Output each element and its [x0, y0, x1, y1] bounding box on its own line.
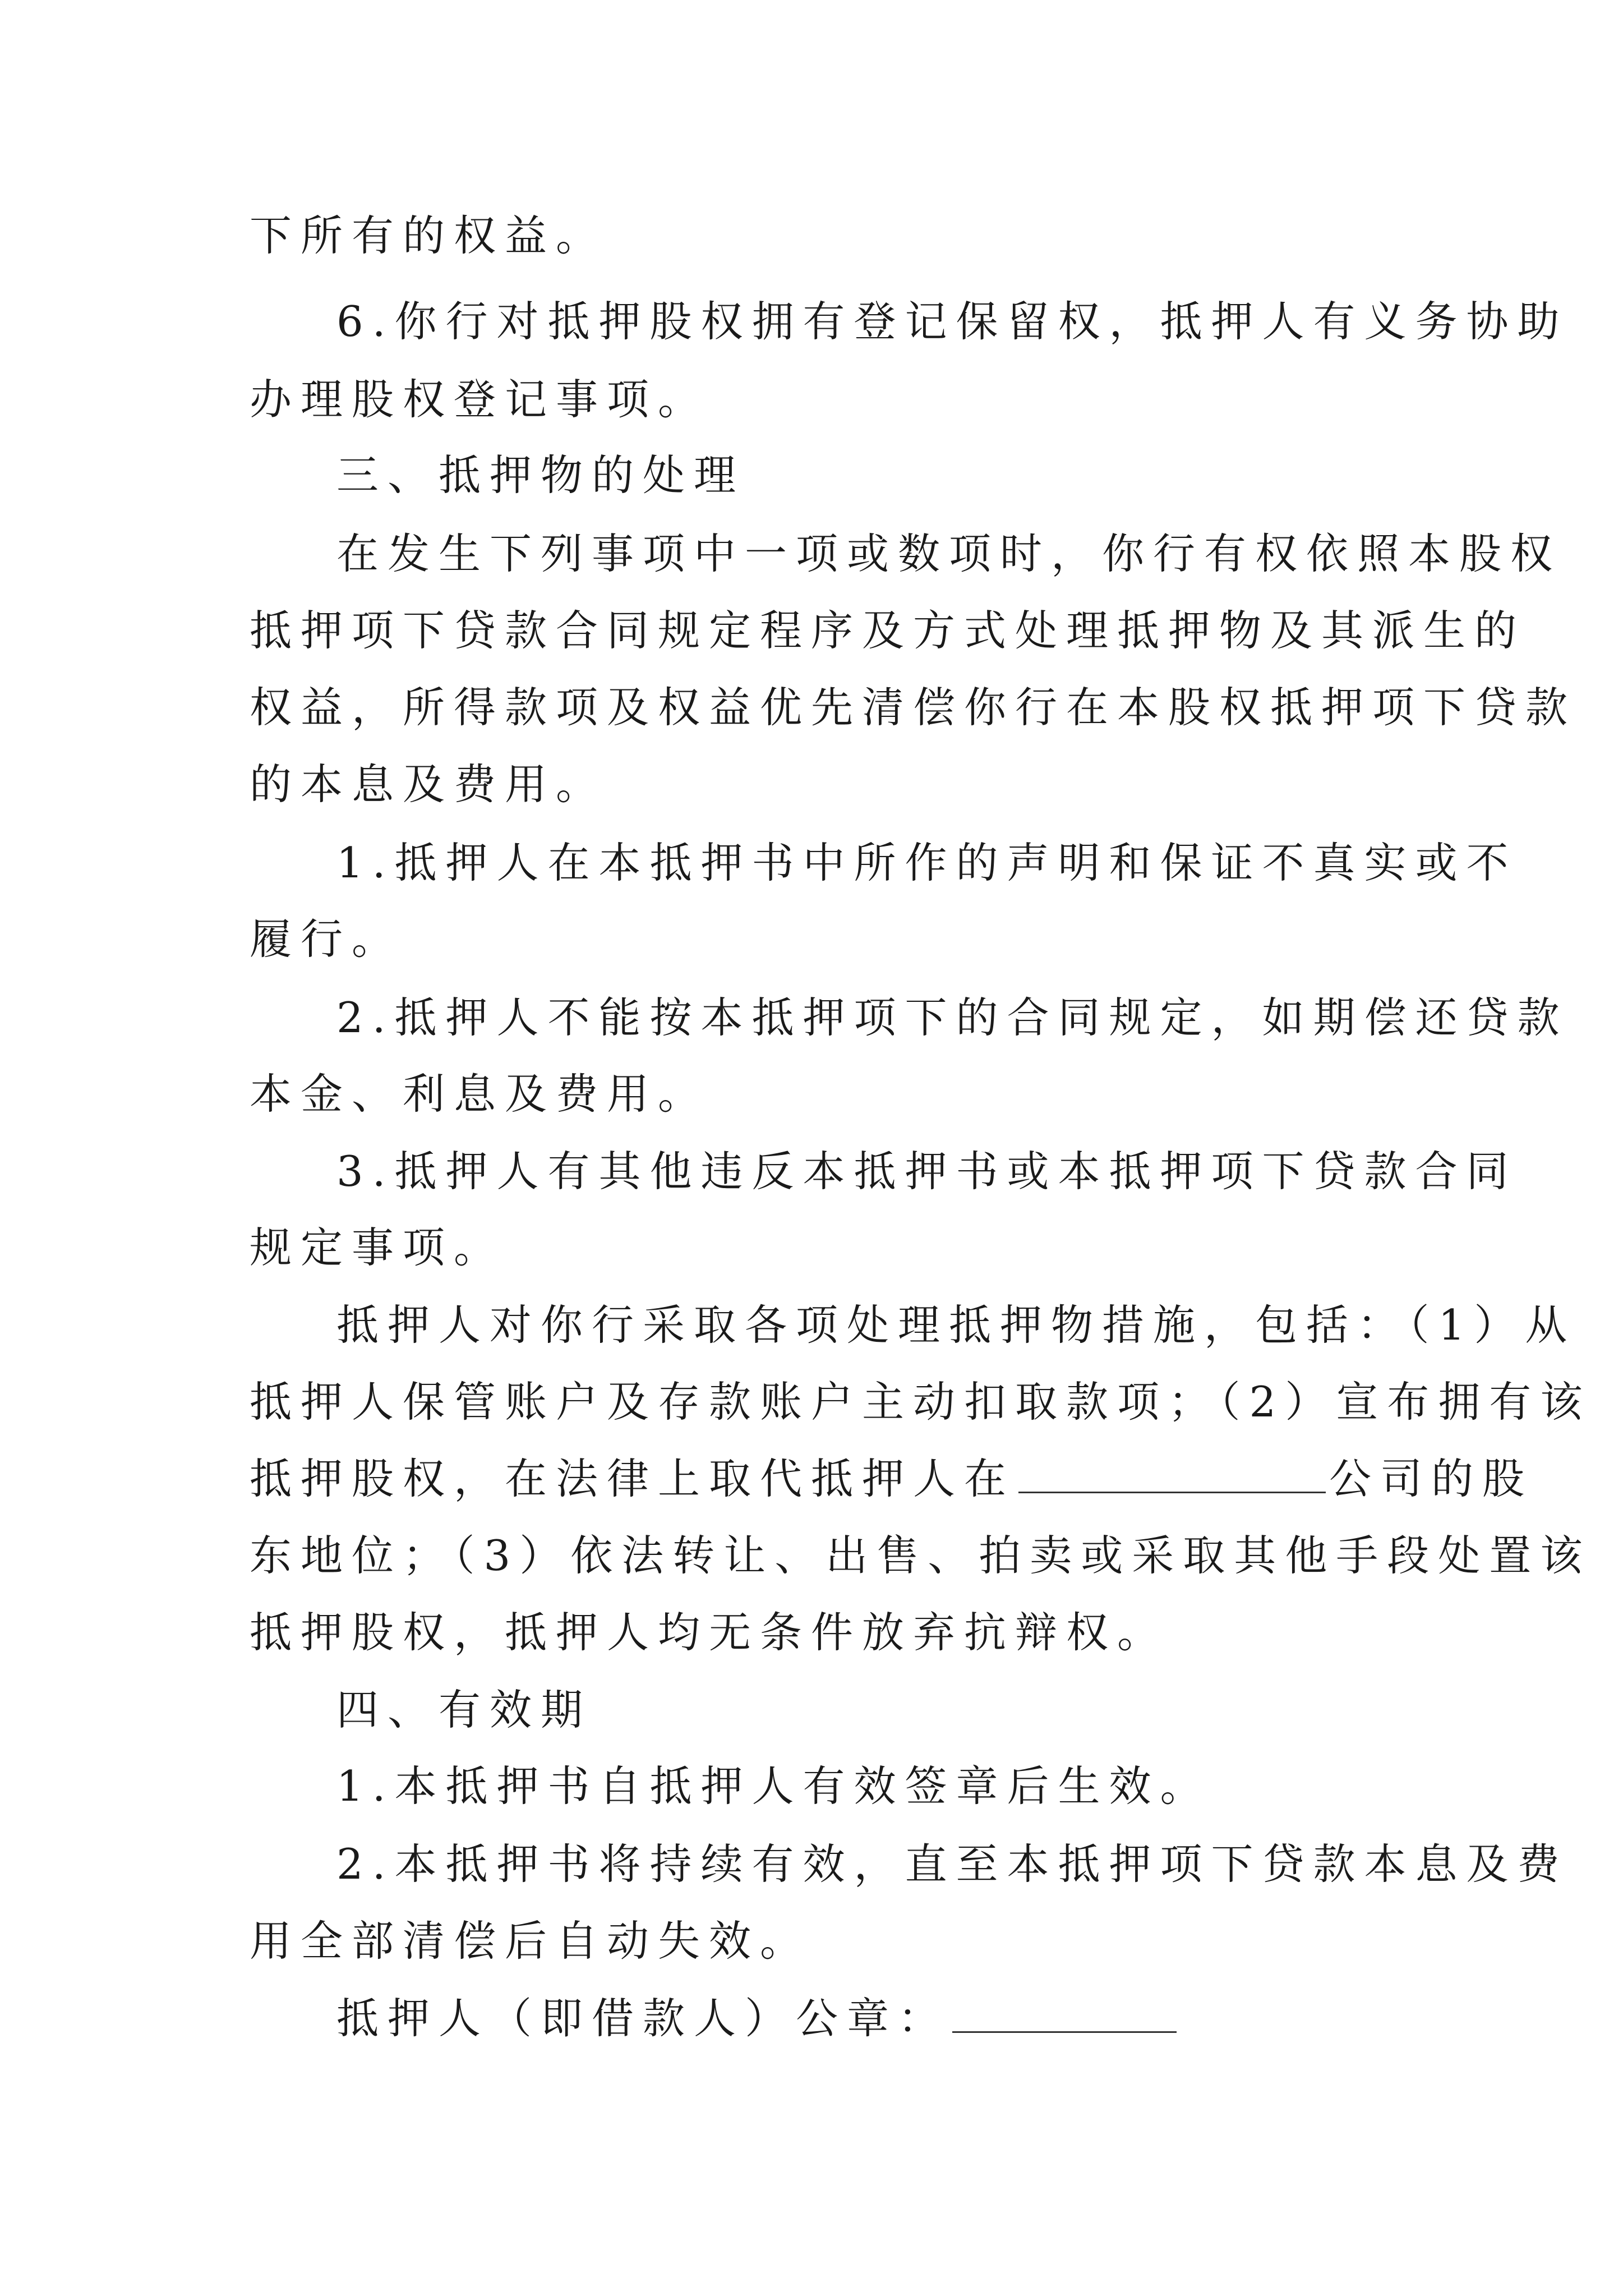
item-1-line-1: 1.抵押人在本抵押书中所作的声明和保证不真实或不 [336, 838, 1518, 887]
item-1-line-2: 履行。 [250, 914, 403, 964]
text-line: 下所有的权益。 [250, 211, 607, 260]
item-2-line-2: 本金、利息及费用。 [250, 1069, 709, 1119]
paragraph-line: 权益，所得款项及权益优先清偿你行在本股权抵押项下贷款 [250, 683, 1577, 732]
clause-6-line-2: 办理股权登记事项。 [250, 375, 709, 424]
paragraph-line: 在发生下列事项中一项或数项时，你行有权依照本股权 [336, 529, 1562, 578]
validity-item-2-line-1: 2.本抵押书将持续有效，直至本抵押项下贷款本息及费 [336, 1839, 1569, 1889]
clause-6-line-1: 6.你行对抵押股权拥有登记保留权，抵押人有义务协助 [336, 297, 1569, 346]
measures-line-2: 抵押人保管账户及存款账户主动扣取款项；（2）宣布拥有该 [250, 1377, 1592, 1427]
validity-item-2-line-2: 用全部清偿后自动失效。 [250, 1916, 811, 1966]
item-3-line-2: 规定事项。 [250, 1223, 505, 1272]
item-2-line-1: 2.抵押人不能按本抵押项下的合同规定，如期偿还贷款 [336, 993, 1569, 1042]
item-3-line-1: 3.抵押人有其他违反本抵押书或本抵押项下贷款合同 [336, 1147, 1518, 1196]
paragraph-line: 抵押项下贷款合同规定程序及方式处理抵押物及其派生的 [250, 606, 1526, 655]
company-name-blank[interactable] [1018, 1452, 1326, 1493]
measures-line-3-end: 公司的股 [1329, 1454, 1534, 1503]
measures-line-3-start: 抵押股权，在法律上取代抵押人在 [250, 1454, 1016, 1503]
seal-label: 抵押人（即借款人）公章： [336, 1994, 949, 2043]
paragraph-line: 的本息及费用。 [250, 760, 607, 809]
measures-line-3 [250, 1439, 1533, 1518]
measures-line-4: 东地位；（3）依法转让、出售、拍卖或采取其他手段处置该 [250, 1531, 1592, 1580]
measures-line-5: 抵押股权，抵押人均无条件放弃抗辩权。 [250, 1608, 1169, 1657]
validity-item-1: 1.本抵押书自抵押人有效签章后生效。 [336, 1761, 1211, 1811]
seal-line [336, 1979, 1180, 2058]
section-4-heading: 四、有效期 [336, 1685, 592, 1734]
measures-line-1: 抵押人对你行采取各项处理抵押物措施，包括：（1）从 [336, 1300, 1576, 1350]
seal-blank[interactable] [952, 1992, 1177, 2033]
section-3-heading: 三、抵押物的处理 [336, 450, 745, 500]
